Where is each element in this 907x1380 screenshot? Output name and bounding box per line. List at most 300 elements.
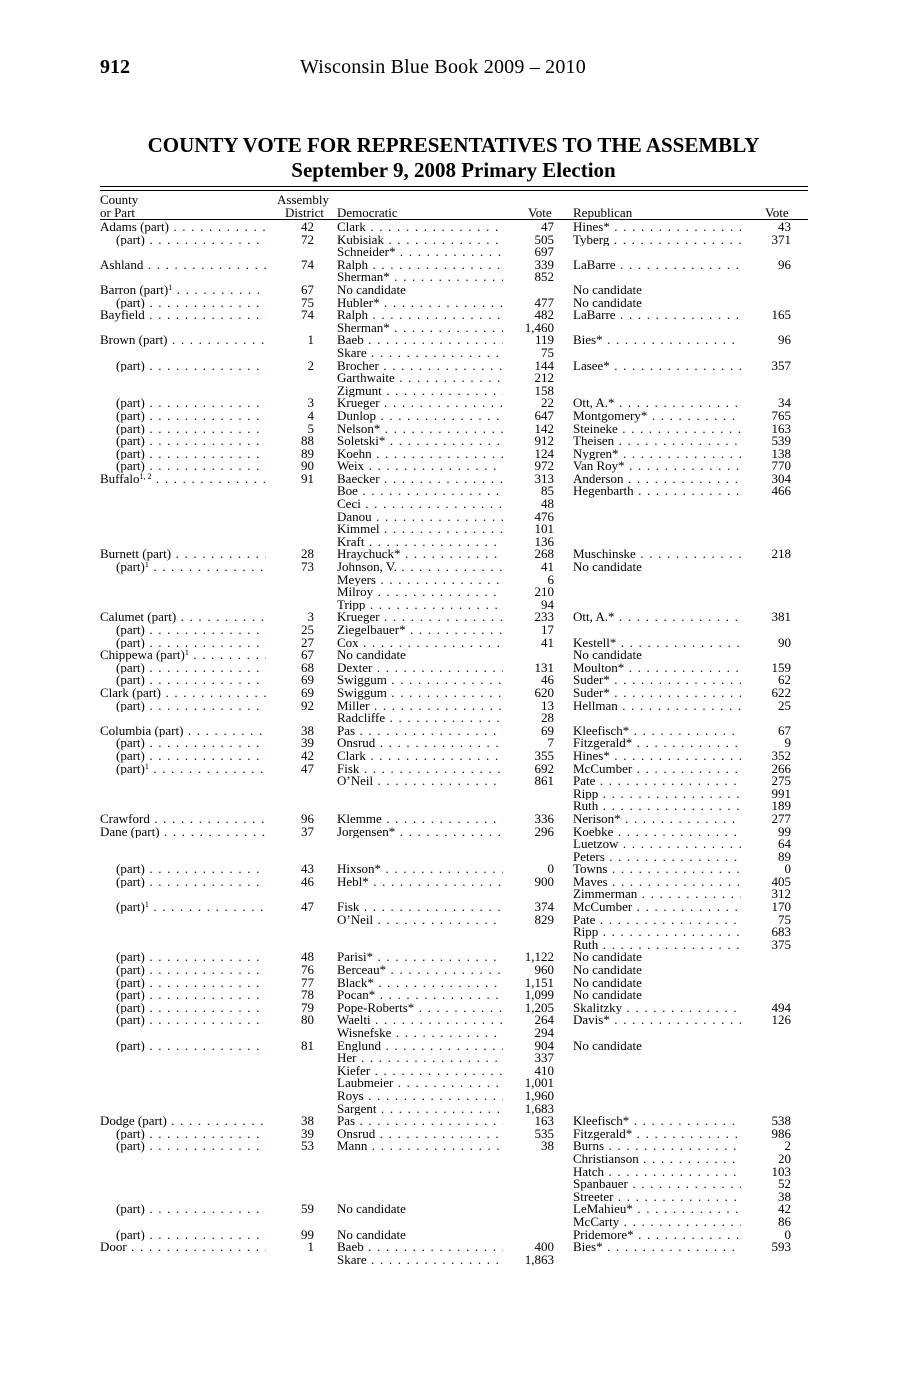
democratic-candidate: Pope-Roberts* . . . bbox=[337, 1002, 503, 1015]
democratic-vote: 75 bbox=[541, 346, 554, 360]
republican-candidate: Ripp . . . bbox=[573, 788, 741, 801]
table-row bbox=[0, 788, 907, 801]
district-cell: 90 bbox=[301, 460, 314, 473]
table-row bbox=[0, 1103, 907, 1116]
district-cell: 76 bbox=[301, 964, 314, 977]
republican-vote: 20 bbox=[778, 1152, 791, 1166]
col-header-republican: Republican bbox=[573, 205, 633, 220]
republican-vote: 986 bbox=[771, 1127, 791, 1141]
county-name: Chippewa (part) bbox=[100, 649, 185, 662]
county-name: Crawford bbox=[100, 812, 150, 826]
democratic-vote: 0 bbox=[547, 863, 554, 876]
republican-candidate: No candidate bbox=[573, 964, 642, 977]
republican-vote: 0 bbox=[784, 863, 791, 876]
footnote-marker: 1 bbox=[168, 283, 173, 292]
republican-vote: 170 bbox=[771, 901, 791, 914]
democratic-vote: 339 bbox=[534, 258, 554, 272]
table-row bbox=[0, 574, 907, 587]
district-cell: 79 bbox=[301, 1001, 314, 1015]
democratic-vote: 400 bbox=[534, 1241, 554, 1254]
county-name: Bayfield bbox=[100, 309, 145, 322]
table-row bbox=[0, 410, 907, 423]
running-head: Wisconsin Blue Book 2009 – 2010 bbox=[300, 56, 586, 78]
table-row bbox=[0, 322, 907, 335]
district-cell: 89 bbox=[301, 447, 314, 461]
table-row bbox=[0, 1178, 907, 1191]
democratic-vote: 861 bbox=[534, 775, 554, 788]
republican-candidate: Ruth . . . bbox=[573, 939, 741, 952]
county-name: Ashland bbox=[100, 258, 144, 272]
county-name: (part) bbox=[116, 863, 145, 876]
table-row bbox=[0, 712, 907, 725]
republican-candidate: Spanbauer . . . bbox=[573, 1178, 741, 1191]
republican-candidate: Pate . . . bbox=[573, 914, 741, 927]
republican-vote: 9 bbox=[784, 737, 791, 750]
county-name: (part) bbox=[116, 435, 145, 448]
district-cell: 37 bbox=[301, 825, 314, 839]
county-cell bbox=[116, 750, 266, 763]
footnote-marker: 1 bbox=[144, 561, 149, 570]
democratic-vote: 296 bbox=[534, 825, 554, 839]
county-name: Adams (part) bbox=[100, 221, 169, 234]
republican-candidate: Hatch . . . bbox=[573, 1166, 741, 1179]
democratic-candidate: Hixson* . . . bbox=[337, 863, 503, 876]
col-header-dem-vote: Vote bbox=[528, 205, 552, 220]
democratic-candidate: Zigmunt . . . bbox=[337, 385, 503, 398]
county-cell bbox=[116, 662, 266, 675]
democratic-candidate: Clark . . . bbox=[337, 750, 503, 763]
democratic-candidate: Skare . . . bbox=[337, 1254, 503, 1267]
republican-candidate: Zimmerman . . . bbox=[573, 888, 741, 901]
county-name: (part) bbox=[116, 875, 145, 889]
democratic-vote: 212 bbox=[534, 372, 554, 385]
table-row bbox=[0, 951, 907, 964]
republican-candidate: Koebke . . . bbox=[573, 826, 741, 839]
county-name: Clark (part) bbox=[100, 686, 162, 700]
democratic-vote: 620 bbox=[534, 686, 554, 700]
republican-candidate: Luetzow . . . bbox=[573, 838, 741, 851]
republican-candidate: LaBarre . . . bbox=[573, 259, 741, 272]
democratic-vote: 144 bbox=[534, 359, 554, 373]
republican-vote: 371 bbox=[771, 233, 791, 247]
county-cell bbox=[116, 624, 266, 637]
header-rule-bottom bbox=[100, 219, 808, 220]
democratic-vote: 535 bbox=[534, 1127, 554, 1141]
county-cell bbox=[116, 1014, 266, 1027]
county-cell bbox=[100, 687, 266, 700]
county-name: (part) bbox=[116, 409, 145, 423]
republican-candidate: Christianson . . . bbox=[573, 1153, 741, 1166]
republican-vote: 538 bbox=[771, 1115, 791, 1128]
democratic-vote: 1,863 bbox=[524, 1253, 554, 1267]
table-row bbox=[0, 1140, 907, 1153]
county-cell bbox=[100, 334, 266, 347]
democratic-candidate: Kubisiak . . . bbox=[337, 234, 503, 247]
republican-candidate: Nygren* . . . bbox=[573, 448, 741, 461]
district-cell: 91 bbox=[301, 472, 314, 486]
democratic-vote: 17 bbox=[541, 624, 554, 637]
democratic-vote: 264 bbox=[534, 1014, 554, 1027]
democratic-vote: 131 bbox=[534, 661, 554, 675]
district-cell: 48 bbox=[301, 951, 314, 965]
table-row bbox=[0, 763, 907, 776]
table-row bbox=[0, 1128, 907, 1141]
district-cell: 59 bbox=[301, 1203, 314, 1216]
republican-candidate: No candidate bbox=[573, 561, 642, 574]
county-name: Calumet (part) bbox=[100, 611, 177, 624]
democratic-candidate: Her . . . bbox=[337, 1052, 503, 1065]
republican-candidate: No candidate bbox=[573, 296, 642, 310]
democratic-vote: 410 bbox=[534, 1064, 554, 1078]
republican-candidate: LaBarre . . . bbox=[573, 309, 741, 322]
county-name: (part) bbox=[116, 1228, 145, 1242]
republican-candidate: Muschinske . . . bbox=[573, 548, 741, 561]
table-row bbox=[0, 687, 907, 700]
table-row bbox=[0, 561, 907, 574]
republican-candidate: Davis* . . . bbox=[573, 1014, 741, 1027]
democratic-vote: 482 bbox=[534, 309, 554, 322]
democratic-vote: 355 bbox=[534, 749, 554, 763]
republican-vote: 466 bbox=[771, 485, 791, 499]
democratic-candidate: Baecker . . . bbox=[337, 473, 503, 486]
district-cell: 78 bbox=[301, 989, 314, 1002]
table-row bbox=[0, 385, 907, 398]
table-subtitle: September 9, 2008 Primary Election bbox=[291, 158, 616, 182]
republican-vote: 0 bbox=[784, 1228, 791, 1242]
table-row bbox=[0, 750, 907, 763]
table-row bbox=[0, 838, 907, 851]
democratic-vote: 233 bbox=[534, 611, 554, 624]
democratic-vote: 313 bbox=[534, 472, 554, 486]
republican-candidate: No candidate bbox=[573, 1039, 642, 1053]
district-cell: 72 bbox=[301, 233, 314, 247]
democratic-candidate: Radcliffe . . . bbox=[337, 712, 503, 725]
county-name: (part) bbox=[116, 674, 145, 687]
county-cell bbox=[116, 460, 266, 473]
democratic-vote: 47 bbox=[541, 221, 554, 234]
county-name: (part) bbox=[116, 989, 145, 1002]
county-name: (part) bbox=[116, 661, 145, 675]
democratic-candidate: Laubmeier . . . bbox=[337, 1077, 503, 1090]
district-cell: 28 bbox=[301, 548, 314, 562]
footnote-marker: 1 bbox=[144, 762, 149, 771]
republican-candidate: No candidate bbox=[573, 283, 642, 297]
district-cell: 99 bbox=[301, 1228, 314, 1242]
county-name: (part) bbox=[116, 624, 145, 637]
democratic-vote: 136 bbox=[534, 535, 554, 549]
header-rule-top bbox=[100, 186, 808, 187]
district-cell: 74 bbox=[301, 309, 314, 322]
county-cell bbox=[100, 813, 266, 826]
district-cell: 25 bbox=[301, 624, 314, 637]
district-cell: 47 bbox=[301, 901, 314, 914]
table-row bbox=[0, 586, 907, 599]
democratic-candidate: Swiggum . . . bbox=[337, 674, 503, 687]
county-cell bbox=[116, 561, 266, 574]
republican-candidate: McCarty . . . bbox=[573, 1216, 741, 1229]
democratic-vote: 85 bbox=[541, 485, 554, 499]
table-row bbox=[0, 725, 907, 738]
district-cell: 77 bbox=[301, 976, 314, 990]
democratic-candidate: Hebl* . . . bbox=[337, 876, 503, 889]
table-row bbox=[0, 775, 907, 788]
county-name: (part) bbox=[116, 359, 145, 373]
county-cell bbox=[100, 1115, 266, 1128]
republican-candidate: No candidate bbox=[573, 976, 642, 990]
democratic-candidate: Nelson* . . . bbox=[337, 423, 503, 436]
republican-vote: 381 bbox=[771, 611, 791, 624]
table-row bbox=[0, 511, 907, 524]
democratic-candidate: Miller . . . bbox=[337, 700, 503, 713]
republican-vote: 163 bbox=[771, 422, 791, 436]
table-row bbox=[0, 863, 907, 876]
democratic-candidate: Ralph . . . bbox=[337, 309, 503, 322]
table-title: COUNTY VOTE FOR REPRESENTATIVES TO THE ASSEMBLY bbox=[147, 133, 760, 157]
county-name: Barron (part) bbox=[100, 283, 169, 297]
republican-candidate: Suder* . . . bbox=[573, 687, 741, 700]
county-cell bbox=[116, 863, 266, 876]
republican-vote: 277 bbox=[771, 812, 791, 826]
district-cell: 74 bbox=[301, 258, 314, 272]
county-cell bbox=[116, 360, 266, 373]
table-row bbox=[0, 473, 907, 486]
table-row bbox=[0, 989, 907, 1002]
democratic-vote: 119 bbox=[534, 334, 554, 347]
republican-candidate: Hines* . . . bbox=[573, 750, 741, 763]
republican-vote: 99 bbox=[778, 825, 791, 839]
republican-vote: 75 bbox=[778, 913, 791, 927]
republican-vote: 539 bbox=[771, 435, 791, 448]
table-row bbox=[0, 372, 907, 385]
district-cell: 1 bbox=[307, 1241, 314, 1254]
democratic-vote: 900 bbox=[534, 875, 554, 889]
county-name: (part) bbox=[116, 447, 145, 461]
republican-candidate: LeMahieu* . . . bbox=[573, 1203, 741, 1216]
county-cell bbox=[116, 876, 266, 889]
republican-candidate: Theisen . . . bbox=[573, 435, 741, 448]
county-name: (part) bbox=[116, 1001, 145, 1015]
democratic-candidate: Baeb . . . bbox=[337, 1241, 503, 1254]
district-cell: 67 bbox=[301, 283, 314, 297]
democratic-candidate: Dexter . . . bbox=[337, 662, 503, 675]
table-row bbox=[0, 624, 907, 637]
county-cell bbox=[116, 423, 266, 436]
table-row bbox=[0, 334, 907, 347]
republican-vote: 90 bbox=[778, 636, 791, 650]
republican-candidate: Tyberg . . . bbox=[573, 234, 741, 247]
democratic-candidate: Sherman* . . . bbox=[337, 271, 503, 284]
democratic-vote: 647 bbox=[534, 409, 554, 423]
democratic-candidate: Pas . . . bbox=[337, 1115, 503, 1128]
democratic-vote: 163 bbox=[534, 1115, 554, 1128]
table-row bbox=[0, 876, 907, 889]
republican-candidate: Pridemore* . . . bbox=[573, 1229, 741, 1242]
county-name: Door bbox=[100, 1241, 127, 1254]
table-row bbox=[0, 397, 907, 410]
democratic-candidate: O’Neil . . . bbox=[337, 775, 503, 788]
democratic-candidate: Ralph . . . bbox=[337, 259, 503, 272]
district-cell: 5 bbox=[307, 422, 314, 436]
table-row bbox=[0, 1002, 907, 1015]
table-row bbox=[0, 347, 907, 360]
democratic-vote: 210 bbox=[534, 586, 554, 599]
republican-vote: 62 bbox=[778, 674, 791, 687]
democratic-vote: 13 bbox=[541, 699, 554, 713]
county-cell bbox=[116, 964, 266, 977]
district-cell: 47 bbox=[301, 762, 314, 776]
table-row bbox=[0, 901, 907, 914]
district-cell: 2 bbox=[307, 359, 314, 373]
table-row bbox=[0, 1040, 907, 1053]
table-row bbox=[0, 536, 907, 549]
democratic-vote: 158 bbox=[534, 384, 554, 398]
republican-vote: 352 bbox=[771, 749, 791, 763]
democratic-vote: 1,122 bbox=[524, 951, 554, 965]
district-cell: 69 bbox=[301, 674, 314, 687]
republican-vote: 165 bbox=[771, 309, 791, 322]
county-cell bbox=[100, 1241, 266, 1254]
democratic-vote: 69 bbox=[541, 724, 554, 738]
county-name: (part) bbox=[116, 561, 145, 574]
table-row bbox=[0, 1115, 907, 1128]
footnote-marker: 1 bbox=[144, 901, 149, 910]
democratic-vote: 1,099 bbox=[524, 989, 554, 1002]
republican-vote: 38 bbox=[778, 1190, 791, 1204]
col-header-democratic: Democratic bbox=[337, 205, 398, 220]
republican-vote: 593 bbox=[771, 1241, 791, 1254]
democratic-candidate: Dunlop . . . bbox=[337, 410, 503, 423]
democratic-candidate: No candidate bbox=[337, 283, 406, 297]
table-row bbox=[0, 1241, 907, 1254]
header-rule-double bbox=[100, 190, 808, 191]
county-name: (part) bbox=[116, 1014, 145, 1027]
table-row bbox=[0, 271, 907, 284]
democratic-candidate: No candidate bbox=[337, 1228, 406, 1242]
republican-candidate: Bies* . . . bbox=[573, 1241, 741, 1254]
democratic-vote: 1,151 bbox=[524, 976, 554, 990]
democratic-candidate: Kimmel . . . bbox=[337, 523, 503, 536]
republican-candidate: McCumber . . . bbox=[573, 901, 741, 914]
county-cell bbox=[116, 234, 266, 247]
democratic-candidate: Parisi* . . . bbox=[337, 951, 503, 964]
table-row bbox=[0, 649, 907, 662]
county-cell bbox=[100, 725, 266, 738]
democratic-candidate: Tripp . . . bbox=[337, 599, 503, 612]
democratic-vote: 692 bbox=[534, 762, 554, 776]
democratic-vote: 268 bbox=[534, 548, 554, 562]
col-header-district-1: Assembly bbox=[277, 192, 329, 207]
democratic-vote: 6 bbox=[547, 573, 554, 587]
democratic-vote: 294 bbox=[534, 1027, 554, 1040]
republican-vote: 89 bbox=[778, 850, 791, 864]
district-cell: 80 bbox=[301, 1014, 314, 1027]
democratic-vote: 697 bbox=[534, 246, 554, 259]
table-row bbox=[0, 1065, 907, 1078]
table-row bbox=[0, 939, 907, 952]
county-cell bbox=[116, 700, 266, 713]
democratic-candidate: Pocan* . . . bbox=[337, 989, 503, 1002]
table-row bbox=[0, 888, 907, 901]
republican-vote: 622 bbox=[771, 686, 791, 700]
district-cell: 39 bbox=[301, 1127, 314, 1141]
county-name: (part) bbox=[116, 951, 145, 965]
republican-candidate: Montgomery* . . . bbox=[573, 410, 741, 423]
republican-vote: 375 bbox=[771, 938, 791, 952]
democratic-candidate: Hraychuck* . . . bbox=[337, 548, 503, 561]
page-number: 912 bbox=[100, 56, 130, 78]
republican-vote: 52 bbox=[778, 1178, 791, 1191]
democratic-candidate: Krueger . . . bbox=[337, 611, 503, 624]
republican-vote: 64 bbox=[778, 838, 791, 851]
table-row bbox=[0, 435, 907, 448]
republican-vote: 67 bbox=[778, 724, 791, 738]
republican-candidate: No candidate bbox=[573, 951, 642, 965]
table-row bbox=[0, 1166, 907, 1179]
republican-candidate: Fitzgerald* . . . bbox=[573, 737, 741, 750]
county-name: (part) bbox=[116, 749, 145, 763]
county-name: Buffalo bbox=[100, 472, 140, 486]
county-name: (part) bbox=[116, 636, 145, 650]
table-row bbox=[0, 800, 907, 813]
table-row bbox=[0, 926, 907, 939]
county-cell bbox=[100, 221, 266, 234]
district-cell: 38 bbox=[301, 1115, 314, 1128]
table-row bbox=[0, 297, 907, 310]
democratic-candidate: Krueger . . . bbox=[337, 397, 503, 410]
democratic-vote: 477 bbox=[534, 296, 554, 310]
republican-candidate: No candidate bbox=[573, 989, 642, 1002]
republican-candidate: McCumber . . . bbox=[573, 763, 741, 776]
district-cell: 53 bbox=[301, 1140, 314, 1153]
democratic-vote: 829 bbox=[534, 913, 554, 927]
democratic-candidate: Boe . . . bbox=[337, 485, 503, 498]
district-cell: 42 bbox=[301, 749, 314, 763]
democratic-candidate: Hubler* . . . bbox=[337, 297, 503, 310]
table-row bbox=[0, 1203, 907, 1216]
table-row bbox=[0, 1229, 907, 1242]
county-cell bbox=[100, 649, 266, 662]
democratic-candidate: Jorgensen* . . . bbox=[337, 826, 503, 839]
republican-vote: 25 bbox=[778, 699, 791, 713]
republican-candidate: Towns . . . bbox=[573, 863, 741, 876]
republican-vote: 86 bbox=[778, 1215, 791, 1229]
democratic-vote: 94 bbox=[541, 598, 554, 612]
district-cell: 3 bbox=[307, 611, 314, 624]
democratic-vote: 852 bbox=[534, 271, 554, 284]
table-row bbox=[0, 977, 907, 990]
county-name: Dodge (part) bbox=[100, 1115, 167, 1128]
democratic-candidate: Kiefer . . . bbox=[337, 1065, 503, 1078]
republican-vote: 765 bbox=[771, 409, 791, 423]
democratic-candidate: Cox . . . bbox=[337, 637, 503, 650]
table-row bbox=[0, 309, 907, 322]
republican-candidate: Nerison* . . . bbox=[573, 813, 741, 826]
table-row bbox=[0, 485, 907, 498]
republican-candidate: Kleefisch* . . . bbox=[573, 725, 741, 738]
republican-vote: 43 bbox=[778, 221, 791, 234]
table-row bbox=[0, 1052, 907, 1065]
republican-candidate: Moulton* . . . bbox=[573, 662, 741, 675]
district-cell: 88 bbox=[301, 435, 314, 448]
district-cell: 4 bbox=[307, 409, 314, 423]
republican-candidate: Anderson . . . bbox=[573, 473, 741, 486]
democratic-vote: 28 bbox=[541, 712, 554, 725]
district-cell: 38 bbox=[301, 724, 314, 738]
democratic-candidate: Johnson, V. . . . bbox=[337, 561, 503, 574]
democratic-vote: 337 bbox=[534, 1052, 554, 1065]
table-row bbox=[0, 448, 907, 461]
county-cell bbox=[116, 763, 266, 776]
